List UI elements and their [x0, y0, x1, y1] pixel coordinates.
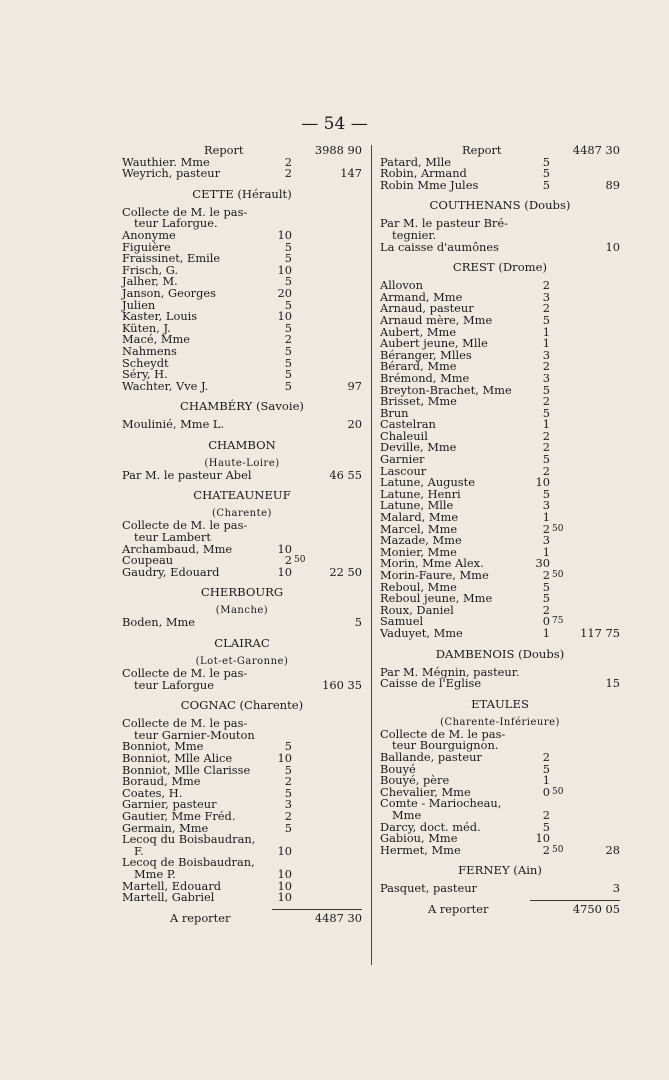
- donor-row: [380, 842, 620, 857]
- donor-name: Morin, Mme Alex.: [380, 556, 484, 571]
- amount-francs: 2: [542, 394, 550, 409]
- subtotal: 28: [605, 842, 620, 857]
- amount-francs: 10: [277, 866, 292, 881]
- donor-name: Mme P.: [134, 866, 176, 881]
- subtotal: 147: [340, 166, 362, 181]
- donor-name: Collecte de M. le pas-: [122, 666, 248, 681]
- donor-name: Brisset, Mme: [380, 394, 457, 409]
- subtotal: 117 75: [580, 625, 620, 640]
- amount-francs: 10: [277, 262, 292, 277]
- amount-francs: 10: [277, 890, 292, 905]
- section-heading: CHERBOURG: [200, 585, 284, 600]
- section-heading: COUTHENANS (Doubs): [429, 198, 571, 213]
- amount-francs: 2: [542, 359, 550, 374]
- right-column: [380, 145, 620, 915]
- donor-row: [122, 834, 362, 846]
- donor-name: Nahmens: [122, 343, 177, 358]
- amount-francs: 2: [284, 154, 292, 169]
- subtotal: 10: [605, 239, 620, 254]
- amount-francs: 0: [542, 614, 550, 629]
- amount-francs: 5: [542, 166, 550, 181]
- donor-name: Wachter, Vve J.: [122, 378, 209, 393]
- amount-francs: 5: [542, 382, 550, 397]
- donor-name: Weyrich, pasteur: [122, 166, 221, 181]
- donor-name: Mme: [392, 807, 422, 822]
- donor-row: [380, 749, 620, 764]
- donor-name: Bonniot, Mlle Clarisse: [122, 762, 251, 777]
- amount-centimes: 50: [552, 786, 564, 797]
- subtotal: 46 55: [329, 467, 362, 482]
- donor-row: [380, 625, 620, 640]
- section-heading: FERNEY (Ain): [458, 863, 542, 878]
- amount-francs: 2: [542, 807, 550, 822]
- section-heading: CHAMBÉRY (Savoie): [180, 399, 304, 414]
- donor-name: Mazade, Mme: [380, 533, 462, 548]
- subtotal: 97: [347, 378, 362, 393]
- donor-name: Aubert, Mme: [380, 324, 457, 339]
- amount-centimes: 50: [294, 555, 306, 566]
- amount-francs: 10: [535, 475, 550, 490]
- donor-name: Scheydt: [122, 355, 169, 370]
- amount-francs: 3: [542, 498, 550, 513]
- subtotal: 4750 05: [572, 901, 620, 916]
- amount-francs: 10: [277, 227, 292, 242]
- amount-francs: 5: [284, 274, 292, 289]
- subtotal: 5: [354, 615, 362, 630]
- donor-name: Figuière: [122, 239, 171, 254]
- amount-francs: 2: [542, 842, 550, 857]
- donor-name: Boden, Mme: [122, 615, 196, 630]
- amount-francs: 5: [284, 378, 292, 393]
- donor-name: Arnaud, pasteur: [380, 301, 474, 316]
- subtotal: 160 35: [322, 677, 362, 692]
- page-title: — 54 —: [301, 114, 368, 134]
- amount-francs: 2: [542, 521, 550, 536]
- donor-name: Arnaud mère, Mme: [380, 312, 493, 327]
- donor-name: Reboul jeune, Mme: [380, 591, 493, 606]
- amount-francs: 10: [277, 843, 292, 858]
- amount-francs: 5: [284, 820, 292, 835]
- donor-name: Report: [462, 143, 502, 157]
- donor-name: Patard, Mlle: [380, 154, 451, 169]
- donor-name: Par M. le pasteur Abel: [122, 467, 252, 482]
- donor-name: A reporter: [170, 910, 231, 925]
- donor-name: Morin-Faure, Mme: [380, 568, 489, 582]
- donor-name: Janson, Georges: [122, 285, 216, 300]
- donor-name: Julien: [122, 297, 156, 312]
- donor-name: Brun: [380, 405, 409, 420]
- section-heading: COGNAC (Charente): [180, 698, 304, 713]
- amount-francs: 3: [542, 370, 550, 385]
- donor-name: Bouyé: [380, 761, 416, 776]
- donor-name: Lecoq du Boisbaudran,: [122, 832, 256, 847]
- donor-name: Reboul, Mme: [380, 579, 457, 594]
- donor-row: [122, 892, 362, 904]
- donor-name: Martell, Edouard: [122, 878, 222, 893]
- amount-francs: 3: [284, 797, 292, 812]
- amount-francs: 5: [284, 355, 292, 370]
- donor-name: Armand, Mme: [380, 289, 463, 304]
- donor-name: Par M. Mégnin, pasteur.: [380, 664, 520, 679]
- amount-francs: 5: [284, 367, 292, 382]
- amount-francs: 5: [542, 452, 550, 467]
- donor-row: [122, 617, 362, 629]
- donor-name: Kaster, Louis: [122, 309, 198, 324]
- amount-francs: 2: [284, 774, 292, 789]
- amount-francs: 5: [284, 320, 292, 335]
- section-heading: CHATEAUNEUF: [193, 488, 291, 503]
- donor-name: teur Bourguignon.: [392, 738, 499, 753]
- amount-francs: 5: [542, 177, 550, 192]
- amount-francs: 5: [284, 739, 292, 754]
- section-subheading: (Charente): [212, 508, 272, 520]
- subtotal: 15: [605, 676, 620, 691]
- donor-name: F.: [134, 843, 144, 858]
- section-subheading: (Manche): [215, 605, 269, 617]
- amount-francs: 5: [542, 819, 550, 834]
- donor-name: Germain, Mme: [122, 820, 209, 835]
- amount-francs: 5: [542, 579, 550, 594]
- donor-name: Coupeau: [122, 553, 174, 568]
- donor-name: Latune, Mlle: [380, 498, 454, 513]
- amount-francs: 2: [284, 166, 292, 181]
- section-subheading: (Charente-Inférieure): [440, 716, 560, 728]
- amount-francs: 5: [542, 486, 550, 501]
- donor-row: [122, 168, 362, 180]
- donor-name: Deville, Mme: [380, 440, 457, 455]
- donor-name: Garnier: [380, 452, 425, 467]
- amount-centimes: 50: [552, 523, 564, 534]
- section-heading: CETTE (Hérault): [192, 186, 292, 201]
- donor-name: Archambaud, Mme: [122, 541, 233, 556]
- amount-francs: 1: [542, 510, 550, 525]
- amount-francs: 1: [542, 544, 550, 559]
- donor-name: Roux, Daniel: [380, 602, 454, 617]
- amount-francs: 10: [535, 831, 550, 846]
- amount-centimes: 50: [552, 844, 564, 855]
- donor-name: Darcy, doct. méd.: [380, 819, 481, 834]
- donor-name: Küten, J.: [122, 320, 171, 335]
- amount-francs: 2: [542, 568, 550, 582]
- amount-francs: 2: [542, 278, 550, 293]
- amount-francs: 30: [535, 556, 550, 571]
- donor-name: Bouyé, père: [380, 773, 450, 788]
- subtotal: 4487 30: [572, 143, 620, 157]
- subtotal: 22 50: [329, 564, 362, 579]
- donor-name: Chevalier, Mme: [380, 784, 471, 799]
- amount-francs: 1: [542, 417, 550, 432]
- section-heading: CHAMBON: [208, 437, 276, 452]
- amount-francs: 1: [542, 324, 550, 339]
- donor-name: La caisse d'aumônes: [380, 239, 499, 254]
- amount-francs: 2: [542, 463, 550, 478]
- amount-francs: 2: [542, 749, 550, 764]
- amount-francs: 3: [542, 289, 550, 304]
- donor-name: Martell, Gabriel: [122, 890, 215, 905]
- donor-name: Castelran: [380, 417, 436, 432]
- donor-name: Report: [204, 143, 244, 157]
- amount-francs: 3: [542, 347, 550, 362]
- donor-name: Gaudry, Edouard: [122, 564, 220, 579]
- donor-name: Frisch, G.: [122, 262, 179, 277]
- total-rule: [530, 900, 620, 901]
- donor-row: [122, 677, 362, 692]
- donor-name: Coates, H.: [122, 785, 183, 800]
- left-column: [122, 145, 362, 924]
- amount-francs: 5: [284, 343, 292, 358]
- donor-name: Bérard, Mme: [380, 359, 457, 374]
- donor-name: teur Laforgue: [134, 677, 214, 692]
- section-heading: ETAULES: [471, 696, 529, 711]
- donor-name: Gabiou, Mme: [380, 831, 458, 846]
- donor-name: Latune, Auguste: [380, 475, 475, 490]
- donor-name: Robin Mme Jules: [380, 177, 479, 192]
- donor-name: Lascour: [380, 463, 427, 478]
- amount-francs: 10: [277, 751, 292, 765]
- amount-francs: 10: [277, 541, 292, 556]
- amount-francs: 2: [542, 440, 550, 455]
- donor-name: Robin, Armand: [380, 166, 467, 181]
- donor-name: Boraud, Mme: [122, 774, 201, 789]
- amount-francs: 5: [542, 405, 550, 420]
- amount-centimes: 50: [552, 570, 564, 580]
- donor-name: Aubert jeune, Mlle: [380, 336, 488, 351]
- amount-francs: 2: [542, 602, 550, 617]
- carry-forward-row: [380, 901, 620, 916]
- amount-francs: 5: [542, 312, 550, 327]
- amount-francs: 0: [542, 784, 550, 799]
- donor-name: Monier, Mme: [380, 544, 457, 559]
- donor-row: [380, 239, 620, 254]
- donor-name: Chaleuil: [380, 428, 428, 443]
- donor-name: Comte - Mariocheau,: [380, 796, 502, 811]
- amount-francs: 2: [284, 808, 292, 823]
- donor-name: Fraissinet, Emile: [122, 251, 221, 266]
- amount-francs: 5: [284, 239, 292, 254]
- subtotal: 4487 30: [314, 910, 362, 925]
- carry-forward-row: [122, 910, 362, 925]
- donor-name: Hermet, Mme: [380, 842, 461, 857]
- donor-name: Latune, Henri: [380, 486, 461, 501]
- amount-francs: 5: [542, 154, 550, 169]
- donor-name: Malard, Mme: [380, 510, 459, 525]
- amount-francs: 5: [542, 591, 550, 606]
- amount-francs: 5: [284, 785, 292, 800]
- subtotal: 3: [612, 881, 620, 896]
- amount-francs: 10: [277, 878, 292, 893]
- donor-name: teur Lambert: [134, 530, 211, 545]
- donor-name: Par M. le pasteur Bré-: [380, 216, 508, 231]
- donor-row: [122, 378, 362, 393]
- amount-francs: 1: [542, 336, 550, 351]
- section-subheading: (Lot-et-Garonne): [195, 656, 289, 668]
- donor-name: Ballande, pasteur: [380, 749, 482, 764]
- donor-name: Collecte de M. le pas-: [122, 716, 248, 731]
- amount-francs: 3: [542, 533, 550, 548]
- donor-name: teur Laforgue.: [134, 216, 218, 231]
- donor-name: Pasquet, pasteur: [380, 881, 478, 896]
- subtotal: 20: [347, 417, 362, 432]
- donor-name: Macé, Mme: [122, 332, 191, 347]
- section-heading: DAMBENOIS (Doubs): [435, 646, 565, 661]
- amount-francs: 5: [284, 762, 292, 777]
- section-heading: CLAIRAC: [214, 636, 270, 651]
- section-subheading: (Haute-Loire): [204, 457, 280, 469]
- amount-francs: 5: [542, 761, 550, 776]
- donor-name: A reporter: [428, 901, 489, 916]
- subtotal: 3988 90: [314, 143, 362, 157]
- amount-francs: 5: [284, 297, 292, 312]
- donor-name: Collecte de M. le pas-: [380, 726, 506, 741]
- donor-name: Moulinié, Mme L.: [122, 417, 225, 432]
- donor-name: Garnier, pasteur: [122, 797, 217, 812]
- amount-centimes: 75: [552, 616, 564, 627]
- donor-name: Jalher, M.: [122, 274, 178, 289]
- amount-francs: 1: [542, 773, 550, 788]
- donor-name: Anonyme: [122, 227, 176, 242]
- donor-name: Bonniot, Mlle Alice: [122, 751, 233, 765]
- amount-francs: 10: [277, 564, 292, 579]
- donor-row: [122, 419, 362, 431]
- subtotal: 89: [605, 177, 620, 192]
- amount-francs: 2: [284, 332, 292, 347]
- donor-name: teur Garnier-Mouton: [134, 727, 255, 742]
- donor-name: Séry, H.: [122, 367, 168, 382]
- amount-francs: 2: [284, 553, 292, 568]
- donor-row: [380, 883, 620, 895]
- column-divider: [371, 145, 372, 965]
- donor-row: [122, 467, 362, 482]
- total-rule: [272, 909, 362, 910]
- donor-name: Collecte de M. le pas-: [122, 518, 248, 533]
- donor-name: Béranger, Mlles: [380, 347, 472, 362]
- donor-name: Gautier, Mme Fréd.: [122, 808, 236, 823]
- donor-name: Vaduyet, Mme: [380, 625, 463, 640]
- amount-francs: 20: [277, 285, 292, 300]
- donor-name: Caisse de l'Eglise: [380, 676, 482, 691]
- amount-francs: 10: [277, 309, 292, 324]
- donor-row: [122, 285, 362, 300]
- donor-name: Allovon: [380, 278, 423, 293]
- donor-row: [380, 396, 620, 408]
- donor-name: Marcel, Mme: [380, 521, 458, 536]
- donor-name: Bonniot, Mme: [122, 739, 204, 754]
- amount-francs: 1: [542, 625, 550, 640]
- amount-francs: 2: [542, 428, 550, 443]
- donor-row: [122, 564, 362, 579]
- amount-francs: 2: [542, 301, 550, 316]
- donor-name: tegnier.: [392, 227, 437, 242]
- section-heading: CREST (Drome): [452, 260, 548, 275]
- donor-name: Brémond, Mme: [380, 370, 470, 385]
- donor-name: Lecoq de Boisbaudran,: [122, 855, 255, 870]
- donor-name: Collecte de M. le pas-: [122, 204, 248, 219]
- donor-row: [380, 177, 620, 192]
- donor-name: Samuel: [380, 614, 424, 629]
- donor-name: Wauthier. Mme: [122, 154, 210, 169]
- donor-row: [380, 678, 620, 690]
- donor-name: Breyton-Brachet, Mme: [380, 382, 512, 397]
- amount-francs: 5: [284, 251, 292, 266]
